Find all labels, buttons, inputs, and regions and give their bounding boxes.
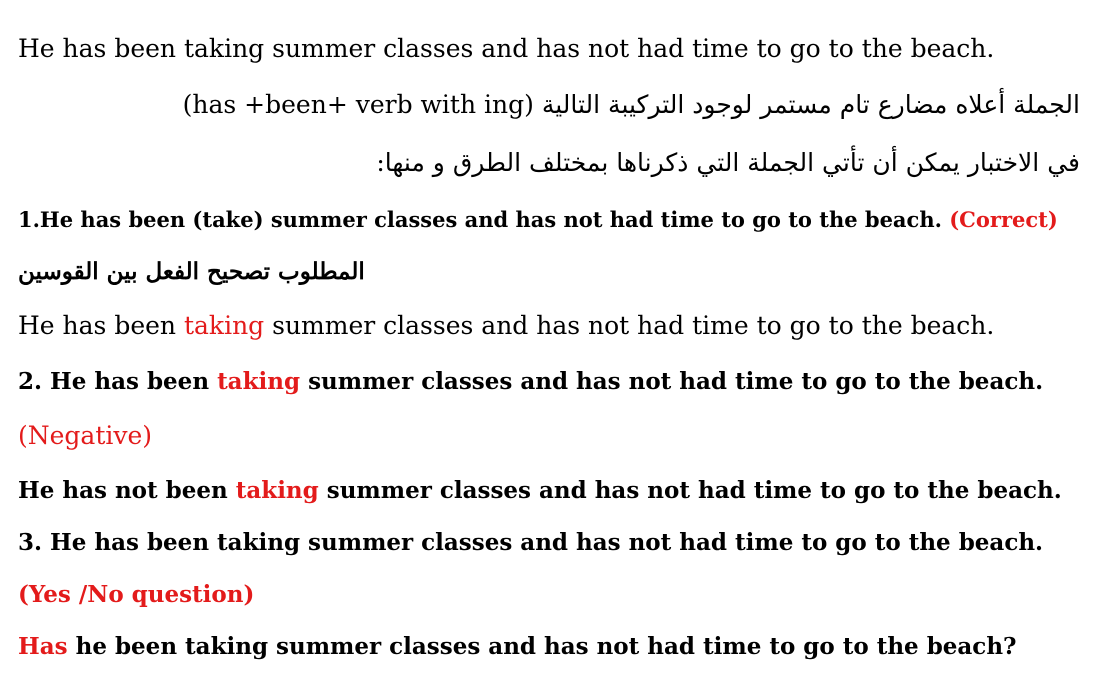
negative-pre: He has not been xyxy=(18,477,236,504)
negative-verb: taking xyxy=(235,477,319,504)
question-tag: (Yes /No question) xyxy=(18,581,255,608)
exercise-2-verb: taking xyxy=(217,368,301,395)
exercise-3: 3. He has been taking summer classes and has not had time to go to the beach. xyxy=(18,529,1044,556)
negative-tag: (Negative) xyxy=(18,421,153,450)
answer-verb: taking xyxy=(183,311,265,340)
arabic-explanation-exam: في الاختبار يمكن أن تأتي الجملة التي ذكرناها بمختلف الطرق و منها: xyxy=(376,148,1080,177)
exercise-2 xyxy=(18,370,1043,393)
question-post: he been taking summer classes and has not had time to go to the beach? xyxy=(67,633,1017,660)
exercise-1 xyxy=(18,209,1058,230)
answer-pre: He has been xyxy=(18,311,184,340)
arabic-explanation-tense: الجملة أعلاه مضارع تام مستمر لوجود التركيبة التالية (has +been+ verb with ing) xyxy=(182,90,1080,119)
answer-post: summer classes and has not had time to go to the beach. xyxy=(264,311,995,340)
arabic-instruction: المطلوب تصحيح الفعل بين القوسين xyxy=(18,258,365,285)
example-sentence: He has been taking summer classes and has not had time to go to the beach. xyxy=(18,34,995,63)
question-aux: Has xyxy=(18,633,68,660)
correct-tag: (Correct) xyxy=(949,207,1058,232)
exercise-1-answer xyxy=(18,313,994,338)
exercise-2-pre: 2. He has been xyxy=(18,368,218,395)
exercise-2-post: summer classes and has not had time to go to the beach. xyxy=(300,368,1044,395)
question-answer xyxy=(18,635,1017,658)
exercise-1-sentence: 1.He has been (take) summer classes and has not had time to go to the beach. xyxy=(18,207,942,232)
negative-answer xyxy=(18,479,1062,502)
negative-post: summer classes and has not had time to go to the beach. xyxy=(318,477,1062,504)
